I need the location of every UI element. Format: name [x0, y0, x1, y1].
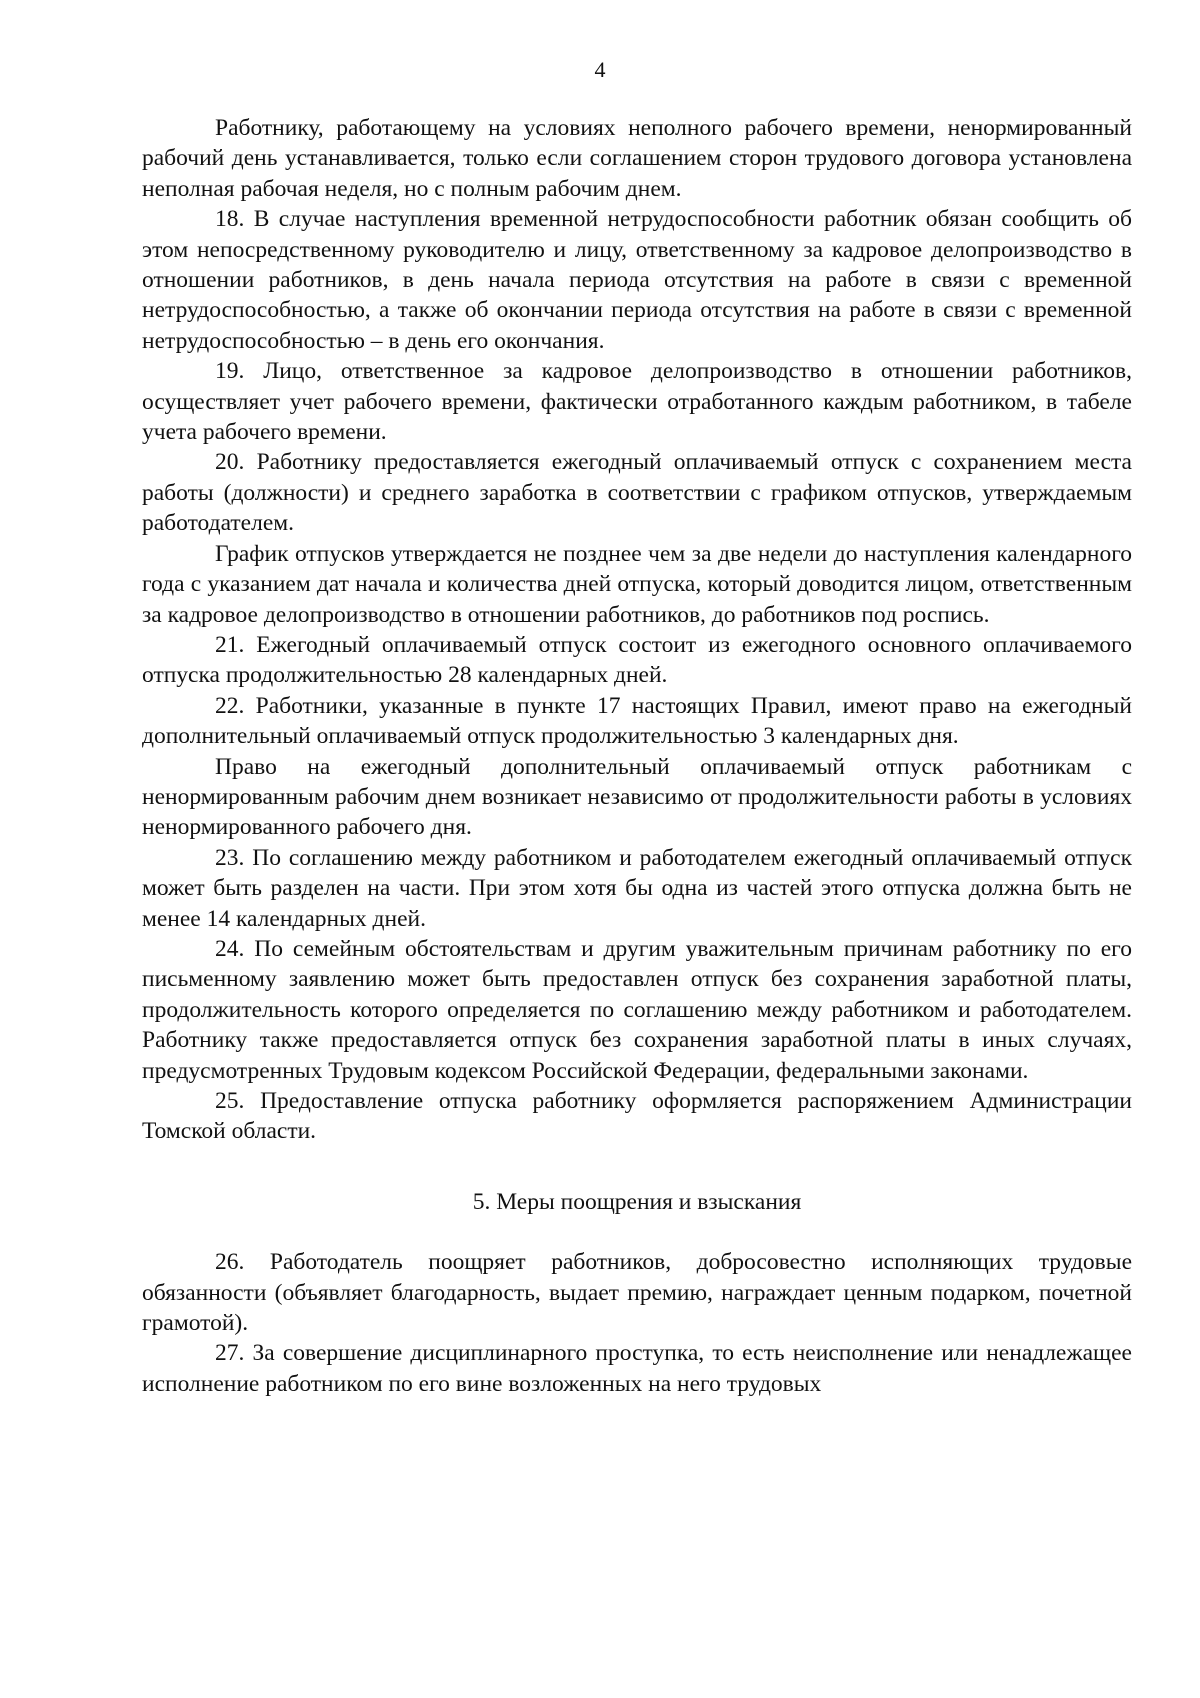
paragraph-21: 21. Ежегодный оплачиваемый отпуск состоит из ежегодного основного оплачиваемого отпуска продолжительностью 28 календарных дней.: [142, 631, 1132, 689]
paragraph-22: 22. Работники, указанные в пункте 17 настоящих Правил, имеют право на ежегодный дополнительный оплачиваемый отпуск продолжительностью 3 календарных дня.: [142, 692, 1132, 750]
paragraph-25: 25. Предоставление отпуска работнику оформляется распоряжением Администрации Томской области.: [142, 1088, 1132, 1145]
paragraph-23: 23. По соглашению между работником и работодателем ежегодный оплачиваемый отпуск может быть разделен на части. При этом хотя бы одна из частей этого отпуска должна быть не менее 14 календарных дней.: [142, 844, 1132, 932]
page-number: 4: [594, 57, 606, 82]
paragraph-additional-leave-right: Право на ежегодный дополнительный оплачиваемый отпуск работникам с ненормированным рабочим днем возникает независимо от продолжительности работы в условиях ненормированного рабочего дня.: [142, 753, 1132, 841]
paragraph-18: 18. В случае наступления временной нетрудоспособности работник обязан сообщить об этом непосредственному руководителю и лицу, ответственному за кадровое делопроизводство в отношении работников, в день начала периода отсутствия на работе в связи с временной нетрудоспособностью, а также об окончании периода отсутствия на работе в связи с временной нетрудоспособностью – в день его окончания.: [142, 206, 1132, 354]
paragraph-24: 24. По семейным обстоятельствам и другим уважительным причинам работнику по его письменному заявлению может быть предоставлен отпуск без сохранения заработной платы, продолжительность которого определяется по соглашению между работником и работодателем. Работнику также предоставляется отпуск без сохранения заработной платы в иных случаях, предусмотренных Трудовым кодексом Российской Федерации, федеральными законами.: [142, 935, 1132, 1084]
document-body: [142, 113, 1132, 1399]
paragraph-27: 27. За совершение дисциплинарного проступка, то есть неисполнение или ненадлежащее исполнение работником по его вине возложенных на него трудовых: [142, 1340, 1132, 1397]
paragraph-vacation-schedule: График отпусков утверждается не позднее чем за две недели до наступления календарного года с указанием дат начала и количества дней отпуска, который доводится лицом, ответственным за кадровое делопроизводство в отношении работников, до работников под роспись.: [142, 540, 1132, 628]
paragraph-26: 26. Работодатель поощряет работников, добросовестно исполняющих трудовые обязанности (объявляет благодарность, выдает премию, награждает ценным подарком, почетной грамотой).: [142, 1249, 1132, 1337]
paragraph-19: 19. Лицо, ответственное за кадровое делопроизводство в отношении работников, осуществляет учет рабочего времени, фактически отработанного каждым работником, в табеле учета рабочего времени.: [142, 358, 1132, 446]
section-title: 5. Меры поощрения и взыскания: [472, 1188, 802, 1215]
paragraph-part-time-work: Работнику, работающему на условиях неполного рабочего времени, ненормированный рабочий день устанавливается, только если соглашением сторон трудового договора установлена неполная рабочая неделя, но с полным рабочим днем.: [142, 115, 1132, 202]
paragraph-20: 20. Работнику предоставляется ежегодный оплачиваемый отпуск с сохранением места работы (должности) и среднего заработка в соответствии с графиком отпусков, утверждаемым работодателем.: [142, 449, 1132, 537]
